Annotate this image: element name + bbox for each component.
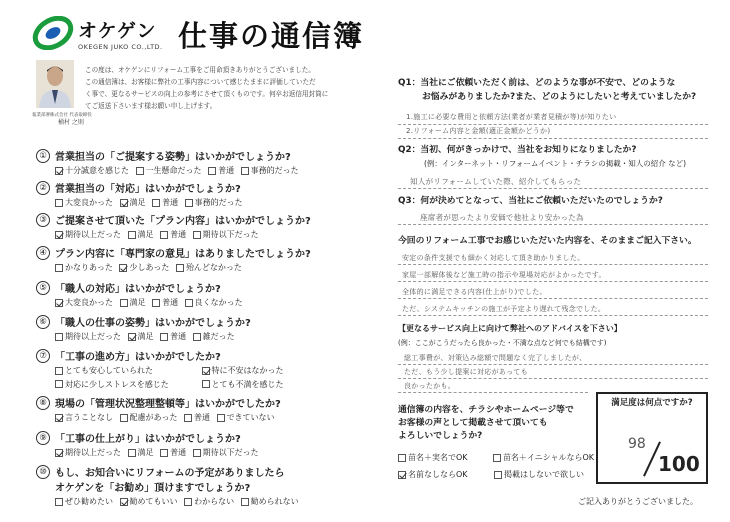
question-6: ⑥ 「職人の仕事の姿勢」はいかがでしょうか? 期待以上だった 満足 普通 雑だった — [36, 314, 366, 343]
checkbox[interactable] — [55, 264, 63, 272]
option[interactable]: わからない — [184, 496, 234, 507]
question-2: ② 営業担当の「対応」はいかがでしょうか? 大変良かった 満足 普通 事務的だった — [36, 180, 366, 209]
score-value: 98 — [628, 436, 646, 452]
logo-subtext: OKEGEN JUKO CO.,LTD. — [78, 43, 163, 51]
score-box — [596, 392, 708, 484]
q5-answer-2: ただ、もう少し提案に対応があっても — [404, 368, 529, 376]
checkbox[interactable] — [193, 333, 201, 341]
checkbox[interactable] — [241, 498, 249, 506]
question-10: ⑩ もし、お知合いにリフォームの予定がありましたら オケゲンを「お勧め」頂けますでしょうか? ぜひ勧めたい 勧めてもいい わからない 勧められない — [36, 464, 366, 508]
question-4: ④ プラン内容に「専門家の意見」はありましたでしょうか? かなりあった 少しあった 殆んどなかった — [36, 245, 366, 274]
option[interactable]: 満足 — [120, 197, 146, 208]
option[interactable]: 満足 — [128, 447, 154, 458]
question-1: ① 営業担当の「ご提案する姿勢」はいかがでしょうか? 十分誠意を感じた 一生懸命だった 普通 事務的だった — [36, 148, 366, 177]
company-logo — [32, 12, 172, 60]
checkbox[interactable] — [241, 167, 249, 175]
checkbox[interactable] — [185, 199, 193, 207]
answer-line — [398, 378, 708, 379]
q4-answer-3: 全体的に満足できる内容(仕上がり)でした。 — [402, 288, 547, 296]
q5-text: 【更なるサービス向上に向けて弊社へのアドバイスを下さい】 (例：ここがこうだったら良かった・不満な点など何でも結構です) — [398, 324, 622, 347]
question-8: ⑧ 現場の「管理状況整理整頓等」はいかがでしたか? 言うことなし 配慮があった 普通 できていない — [36, 395, 366, 424]
q4-answer-2: 家屋一部解体後など施工時の指示や現場対応がよかったです。 — [402, 271, 606, 279]
answer-line — [398, 138, 708, 139]
checkbox[interactable] — [120, 299, 128, 307]
option[interactable]: 大変良かった — [55, 297, 113, 308]
checkbox[interactable] — [160, 333, 168, 341]
q6-options — [398, 452, 598, 480]
option[interactable]: 普通 — [152, 197, 178, 208]
option[interactable]: とても不満を感じた — [202, 379, 284, 390]
option[interactable]: 雑だった — [193, 331, 235, 342]
checkbox[interactable] — [494, 471, 502, 479]
q3-text: Q3：何が決めてとなって、当社にご依頼いただいたのでしょうか? — [398, 196, 663, 206]
option[interactable]: 期待以上だった — [55, 229, 121, 240]
checkbox[interactable] — [202, 367, 210, 375]
checkbox[interactable] — [55, 199, 63, 207]
checkbox[interactable] — [160, 449, 168, 457]
q5-answer-1: 総工事費が、対策込み総額で問題なく完了しましたが、 — [404, 354, 587, 362]
staff-name: 桶村 之則 — [58, 119, 84, 126]
option[interactable]: 普通 — [184, 412, 210, 423]
checkbox[interactable] — [120, 498, 128, 506]
q1-answer-1: 1.施工に必要な費用と依頼方法(業者が業者見積が等)が知りたい — [406, 113, 617, 121]
option[interactable]: 普通 — [208, 165, 234, 176]
q4-answer-4: ただ、システムキッチンの施工が予定より遅れて残念でした。 — [402, 305, 606, 313]
option[interactable]: 良くなかった — [185, 297, 243, 308]
checkbox[interactable] — [176, 264, 184, 272]
answer-line — [398, 281, 708, 282]
option[interactable]: 名前なしならOK — [398, 469, 490, 480]
q3-answer: 座席者が思ったより安価で他社より安かった為 — [420, 213, 584, 222]
question-3: ③ ご提案させて頂いた「プラン内容」はいかがでしょうか? 期待以上だった 満足 普通 期待以下だった — [36, 212, 366, 241]
option[interactable]: 言うことなし — [55, 412, 113, 423]
checkbox[interactable] — [152, 299, 160, 307]
checkbox[interactable] — [55, 333, 63, 341]
option[interactable]: できていない — [217, 412, 275, 423]
checkbox[interactable] — [55, 367, 63, 375]
question-9: ⑨ 「工事の仕上がり」はいかがでしょうか? 期待以上だった 満足 普通 期待以下だった — [36, 430, 366, 459]
option[interactable]: 満足 — [128, 331, 154, 342]
option[interactable]: 対応に少しストレスを感じた — [55, 379, 195, 390]
option[interactable]: 苗名＋イニシャルならOK — [493, 452, 594, 463]
checkbox[interactable] — [55, 231, 63, 239]
option[interactable]: 一生懸命だった — [136, 165, 202, 176]
option[interactable]: 勧めてもいい — [120, 496, 178, 507]
option[interactable]: 事務的だった — [241, 165, 299, 176]
checkbox[interactable] — [398, 471, 406, 479]
staff-role: 報業部署株式会社 代表取締役 — [32, 113, 92, 118]
answer-line — [398, 315, 708, 316]
checkbox[interactable] — [493, 454, 501, 462]
staff-photo — [36, 60, 74, 108]
answer-line — [398, 188, 708, 189]
answer-line — [398, 224, 708, 225]
answer-line — [398, 298, 708, 299]
option[interactable]: 期待以下だった — [193, 447, 259, 458]
checkbox[interactable] — [120, 414, 128, 422]
checkbox[interactable] — [193, 449, 201, 457]
score-max: 100 — [658, 452, 700, 476]
checkbox[interactable] — [55, 380, 63, 388]
option[interactable]: 勧められない — [241, 496, 299, 507]
option[interactable]: 満足 — [120, 297, 146, 308]
option[interactable]: 少しあった — [119, 262, 169, 273]
option[interactable]: 苗名＋実名でOK — [398, 452, 489, 463]
q2-text: Q2：当初、何がきっかけで、当社をお知りになりましたか? (例：インターネット・リフォームイベント・チラシの掲載・知人の紹介 など) — [398, 145, 687, 168]
answer-line — [398, 124, 708, 125]
answer-line — [398, 392, 588, 393]
checkbox[interactable] — [217, 414, 225, 422]
q2-answer: 知人がリフォームしていた際、紹介してもらった — [410, 177, 582, 186]
option[interactable]: 特に不安はなかった — [202, 365, 284, 376]
q1-text: Q1：当社にご依頼いただく前は、どのような事が不安で、どのような お悩みがありましたか?また、どのようにしたいと考えていましたか? — [398, 78, 697, 102]
question-7: ⑦ 「工事の進め方」はいかがでしたか? とても安心していられた 特に不安はなかった 対応に少しストレスを感じた とても不満を感じた — [36, 348, 366, 390]
option[interactable]: 普通 — [160, 331, 186, 342]
option[interactable]: 掲載はしないで欲しい — [494, 469, 584, 480]
option[interactable]: 普通 — [160, 229, 186, 240]
intro-text: この度は、オケゲンにリフォーム工事をご用命頂きありがとうございました。 この通信簿は、お客様に弊社の工事内容について感じたままに評価していただ く事で、更なるサービスの向上の参考にさせて頂くものです。何卒お返信用封筒に てご返送下さいます様お願い申し上げます。 — [85, 66, 329, 110]
checkbox[interactable] — [128, 231, 136, 239]
checkbox[interactable] — [202, 380, 210, 388]
checkbox[interactable] — [152, 199, 160, 207]
checkbox[interactable] — [128, 333, 136, 341]
checkbox[interactable] — [398, 454, 406, 462]
answer-line — [398, 264, 708, 265]
option[interactable]: 事務的だった — [185, 197, 243, 208]
q4-answer-1: 安定の条件支援でも細かく対応して頂き助かりました。 — [402, 254, 585, 262]
checkbox[interactable] — [184, 414, 192, 422]
score-heading: 満足度は何点ですか? — [598, 394, 706, 410]
page-title: 仕事の通信簿 — [178, 19, 365, 53]
checkbox[interactable] — [184, 498, 192, 506]
q5-answer-3: 良かったかも。 — [404, 382, 456, 390]
thanks-text: ご記入ありがとうございました。 — [578, 497, 698, 506]
checkbox[interactable] — [55, 498, 63, 506]
checkbox[interactable] — [128, 449, 136, 457]
option[interactable]: 満足 — [128, 229, 154, 240]
option[interactable]: 期待以上だった — [55, 447, 121, 458]
option[interactable]: 殆んどなかった — [176, 262, 242, 273]
option[interactable]: とても安心していられた — [55, 365, 195, 376]
logo-text: オケゲン — [78, 20, 157, 42]
checkbox[interactable] — [119, 264, 127, 272]
checkbox[interactable] — [136, 167, 144, 175]
q4-text: 今回のリフォーム工事でお感じいただいた内容を、そのままご記入下さい。 — [398, 236, 697, 246]
option[interactable]: 期待以上だった — [55, 331, 121, 342]
checkbox[interactable] — [208, 167, 216, 175]
checkbox[interactable] — [55, 299, 63, 307]
option[interactable]: 普通 — [152, 297, 178, 308]
checkbox[interactable] — [55, 449, 63, 457]
checkbox[interactable] — [55, 414, 63, 422]
answer-line — [398, 364, 708, 365]
question-5: ⑤ 「職人の対応」はいかがでしょうか? 大変良かった 満足 普通 良くなかった — [36, 280, 366, 309]
checkbox[interactable] — [193, 231, 201, 239]
q1-answer-2: 2.リフォーム内容と金額(適正金額かどうか) — [406, 127, 551, 135]
checkbox[interactable] — [55, 167, 63, 175]
option[interactable]: 十分誠意を感じた — [55, 165, 129, 176]
checkbox[interactable] — [160, 231, 168, 239]
checkbox[interactable] — [120, 199, 128, 207]
logo-mark-icon — [32, 16, 74, 50]
checkbox[interactable] — [185, 299, 193, 307]
option[interactable]: 大変良かった — [55, 197, 113, 208]
option[interactable]: 配慮があった — [120, 412, 178, 423]
option[interactable]: 期待以下だった — [193, 229, 259, 240]
option[interactable]: ぜひ勧めたい — [55, 496, 113, 507]
option[interactable]: 普通 — [160, 447, 186, 458]
q6-text: 通信簿の内容を、チラシやホームページ等で お客様の声として掲載させて頂いても よろしいでしょうか? — [398, 405, 574, 441]
option[interactable]: かなりあった — [55, 262, 113, 273]
